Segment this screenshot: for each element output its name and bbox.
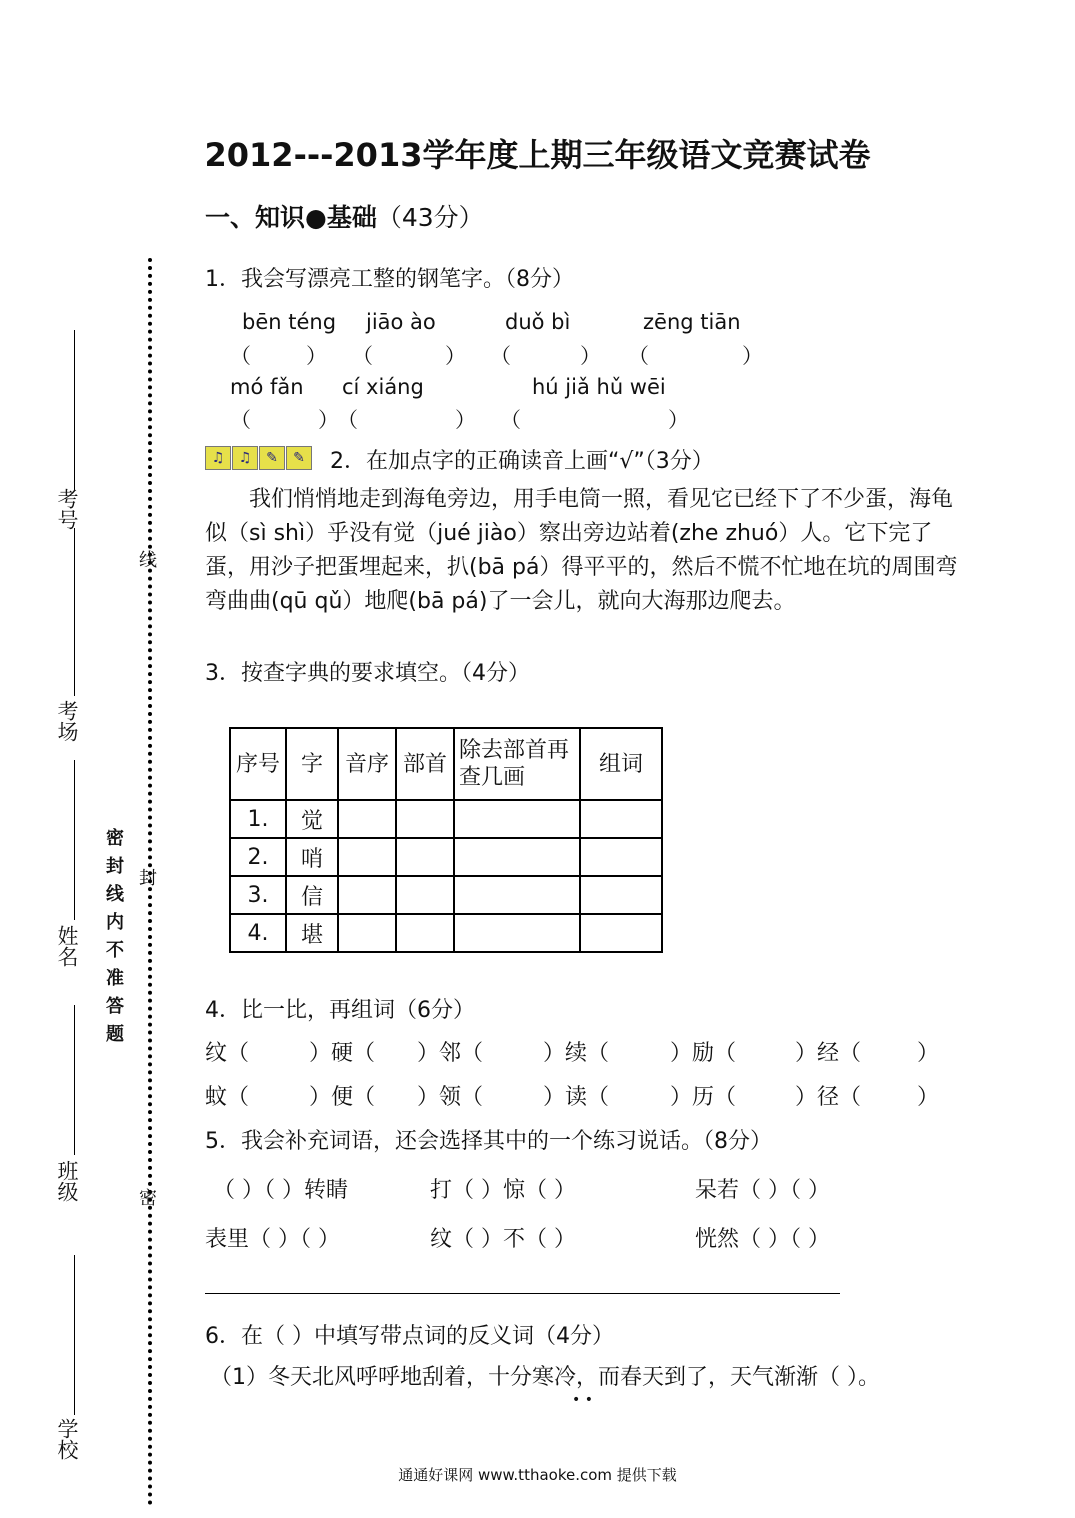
name-blank: [74, 760, 75, 920]
q2-paragraph: 我们悄悄地走到海龟旁边，用手电筒一照，看见它已经下了不少蛋，海龟似（sì shì）乎没有觉（jué jiào）察出旁边站着(zhe zhuó）人。它下完了蛋，用沙子把蛋埋起来，扒(bā pá）得平平的，然后不慌不忙地在坑的周围弯弯曲曲(qū qǔ）地爬(bā pá)了一会儿，就向大海那边爬去。: [205, 487, 958, 614]
word-item: ）读（: [543, 1085, 610, 1110]
pinyin-7: hú jiǎ hǔ wēi: [532, 375, 666, 399]
paren-open: （: [500, 408, 521, 432]
pinyin-3: duǒ bì: [505, 310, 571, 334]
row-char: 堪: [286, 914, 338, 952]
word-item: 蚊（: [205, 1085, 250, 1110]
class-label: 班级: [55, 1160, 79, 1202]
paren-open: （: [628, 344, 649, 368]
paren-open: （: [230, 408, 251, 432]
word-item: ）便（: [309, 1085, 376, 1110]
row-number: 2.: [230, 838, 286, 876]
q2-title: 2．在加点字的正确读音上画“√”（3分）: [330, 449, 714, 474]
table-row: [230, 914, 662, 952]
answer-cell[interactable]: [454, 800, 580, 838]
q6-title: 6．在（ ）中填写带点词的反义词（4分）: [205, 1324, 614, 1349]
q4-title: 4．比一比，再组词（6分）: [205, 998, 475, 1023]
row-char: 觉: [286, 800, 338, 838]
speaker-icon[interactable]: ♫: [205, 446, 231, 470]
page-title: 2012---2013学年度上期三年级语文竞赛试卷: [204, 136, 871, 174]
q6-item-1: （1）冬天北风呼呼地刮着，十分寒冷，而春天到了，天气渐渐（ ）。: [210, 1365, 880, 1390]
paren-close: ）: [306, 344, 327, 368]
answer-cell[interactable]: [396, 800, 454, 838]
answer-cell[interactable]: [338, 838, 396, 876]
answer-cell[interactable]: [454, 838, 580, 876]
word-item: ）硬（: [309, 1041, 376, 1066]
paren-open: （: [490, 344, 511, 368]
answer-cell[interactable]: [580, 838, 662, 876]
speaker-icon[interactable]: ♫: [232, 446, 258, 470]
paren-close: ）: [742, 344, 763, 368]
audio-toolbar[interactable]: [205, 446, 313, 470]
table-row: [230, 876, 662, 914]
class-blank: [74, 1005, 75, 1155]
section-heading: [205, 198, 484, 234]
header-cell: 字: [286, 728, 338, 800]
word-item: ）经（: [795, 1041, 862, 1066]
exam-number-label: 考号: [55, 488, 79, 530]
answer-cell[interactable]: [396, 876, 454, 914]
q3-title: 3．按查字典的要求填空。（4分）: [205, 661, 530, 686]
word-item: ）邻（: [417, 1041, 484, 1066]
exam-room-label: 考场: [55, 700, 79, 742]
q5-title: 5．我会补充词语，还会选择其中的一个练习说话。（8分）: [205, 1129, 772, 1154]
exam-room-blank: [74, 528, 75, 696]
seal-char-seal: 封: [136, 868, 157, 886]
answer-cell[interactable]: [580, 914, 662, 952]
word-item: ）领（: [417, 1085, 484, 1110]
table-row: [230, 838, 662, 876]
section-label: 一、知识●基础: [205, 203, 377, 232]
answer-cell[interactable]: [580, 800, 662, 838]
answer-line: [205, 1293, 840, 1294]
name-label: 姓名: [55, 925, 79, 967]
answer-cell[interactable]: [454, 876, 580, 914]
paren-close: ）: [445, 344, 466, 368]
pinyin-6: cí xiáng: [342, 375, 424, 399]
emphasis-dots: • •: [572, 1392, 593, 1408]
pinyin-4: zēng tiān: [643, 310, 741, 334]
section-score: （43分）: [376, 203, 484, 232]
seal-char-secret: 密: [136, 1188, 157, 1206]
table-row: [230, 800, 662, 838]
answer-cell[interactable]: [338, 876, 396, 914]
pinyin-1: bēn téng: [242, 310, 337, 334]
header-cell: 除去部首再查几画: [454, 728, 580, 800]
pencil-icon[interactable]: ✎: [286, 446, 312, 470]
header-cell: 组词: [580, 728, 662, 800]
answer-cell[interactable]: [580, 876, 662, 914]
paren-open: （: [230, 344, 251, 368]
word-item: ）续（: [543, 1041, 610, 1066]
row-number: 3.: [230, 876, 286, 914]
word-item: ）径（: [795, 1085, 862, 1110]
exam-number-blank: [74, 330, 75, 490]
paren-open: （: [337, 408, 358, 432]
dictionary-table: [229, 727, 663, 953]
pinyin-5: mó fǎn: [230, 375, 304, 399]
word-item: ）: [917, 1085, 940, 1110]
idiom-item: 打（ ）惊（ ）: [430, 1178, 576, 1203]
answer-cell[interactable]: [396, 838, 454, 876]
row-number: 1.: [230, 800, 286, 838]
word-item: ）: [917, 1041, 940, 1066]
paren-close: ）: [318, 408, 339, 432]
answer-cell[interactable]: [396, 914, 454, 952]
idiom-item: （ ）（ ）转睛: [213, 1178, 348, 1203]
paren-close: ）: [668, 408, 689, 432]
pinyin-2: jiāo ào: [366, 310, 436, 334]
answer-cell[interactable]: [338, 914, 396, 952]
answer-cell[interactable]: [338, 800, 396, 838]
row-number: 4.: [230, 914, 286, 952]
pencil-icon[interactable]: ✎: [259, 446, 285, 470]
paren-open: （: [352, 344, 373, 368]
word-item: ）励（: [670, 1041, 737, 1066]
seal-char-line: 线: [136, 550, 157, 568]
word-item: ）历（: [670, 1085, 737, 1110]
idiom-item: 纹（ ）不（ ）: [430, 1227, 576, 1252]
row-char: 哨: [286, 838, 338, 876]
header-cell: 序号: [230, 728, 286, 800]
idiom-item: 表里（ ）（ ）: [205, 1227, 340, 1252]
table-header-row: [230, 728, 662, 800]
header-cell: 音序: [338, 728, 396, 800]
row-char: 信: [286, 876, 338, 914]
idiom-item: 呆若（ ）（ ）: [695, 1178, 830, 1203]
idiom-item: 恍然（ ）（ ）: [695, 1227, 830, 1252]
answer-cell[interactable]: [454, 914, 580, 952]
school-label: 学校: [55, 1418, 79, 1460]
paren-close: ）: [580, 344, 601, 368]
header-cell: 部首: [396, 728, 454, 800]
paren-close: ）: [455, 408, 476, 432]
q1-title: 1．我会写漂亮工整的钢笔字。（8分）: [205, 267, 574, 292]
word-item: 纹（: [205, 1041, 250, 1066]
footer-credit: 通通好课网 www.tthaoke.com 提供下载: [398, 1466, 677, 1484]
no-answer-banner: 密封线内不准答题: [103, 828, 124, 1052]
school-blank: [74, 1255, 75, 1415]
